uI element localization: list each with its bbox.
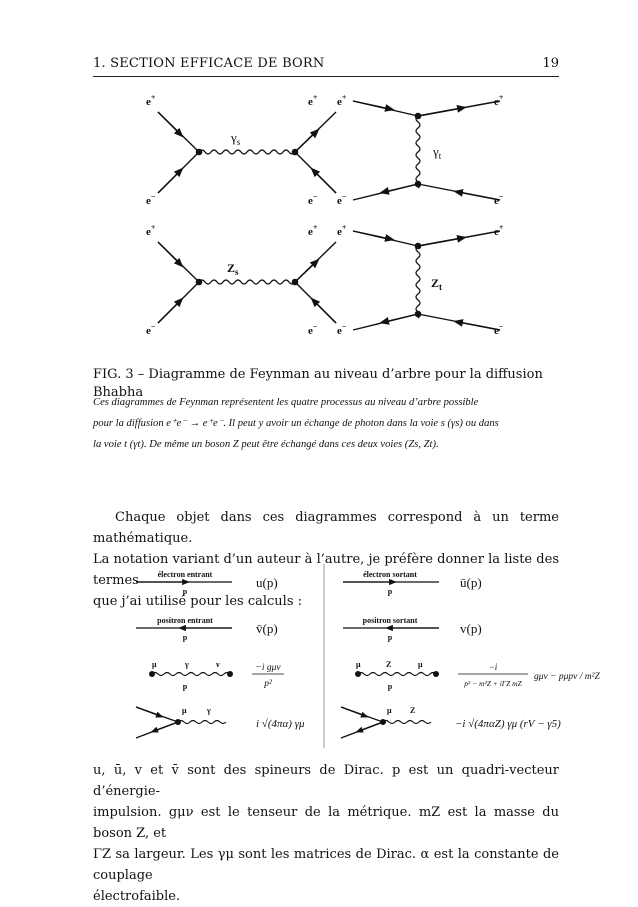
rule-label: positron sortant bbox=[362, 616, 418, 625]
label-e-minus: e− bbox=[308, 192, 318, 207]
z-line bbox=[383, 721, 431, 724]
label-e-plus: e+ bbox=[146, 223, 156, 238]
z-line bbox=[358, 673, 436, 676]
vertex-dot bbox=[149, 671, 155, 677]
paragraph-definitions bbox=[93, 760, 559, 907]
momentum-label: p bbox=[387, 587, 393, 596]
note-line: la voie t (γt). De même un boson Z peut être échangé dans ces deux voies (Zs, Zt). bbox=[93, 439, 439, 450]
section-title: 1. SECTION EFFICACE DE BORN bbox=[93, 56, 325, 71]
figure-note bbox=[93, 392, 563, 455]
propagator-denominator: p² bbox=[264, 679, 272, 689]
label-gamma-s: $\gamma_s$ bbox=[231, 130, 241, 147]
label-e-plus: e+ bbox=[494, 223, 504, 238]
paragraph-line: électrofaible. bbox=[93, 889, 181, 904]
vertex-dot bbox=[433, 671, 439, 677]
paragraph-line: La notation variant d’un auteur à l’autre, je préfère donner la liste des termes bbox=[93, 552, 559, 588]
index-label: μ bbox=[418, 660, 423, 669]
caption-text: Diagramme de Feynman au niveau d’arbre pour la diffusion Bhabha bbox=[93, 367, 543, 400]
fermion-arrow bbox=[384, 184, 418, 192]
fermion-arrow bbox=[418, 238, 462, 246]
propagator-denominator: p² − m²Z + iΓZ mZ bbox=[464, 679, 522, 688]
index-label: μ bbox=[152, 660, 157, 669]
label-e-plus: e+ bbox=[308, 223, 318, 238]
paragraph-line: u, ū, v et v̄ sont des spineurs de Dirac. p est un quadri-vecteur d’énergie- bbox=[93, 763, 559, 799]
fermion-arrow bbox=[158, 242, 180, 264]
feynman-rules-table bbox=[0, 560, 638, 760]
page-number: 19 bbox=[542, 56, 559, 71]
rule-electron-out bbox=[343, 570, 482, 596]
vertex-dot bbox=[415, 243, 422, 250]
fermion-arrow bbox=[359, 722, 383, 731]
vertex-dot bbox=[380, 719, 386, 725]
vertex-dot bbox=[415, 113, 422, 120]
boson-label: γ bbox=[207, 706, 211, 715]
fermion-arrow bbox=[341, 707, 365, 716]
photon-line bbox=[178, 721, 226, 724]
rule-term: v̄(p) bbox=[256, 621, 278, 636]
index-label: μ bbox=[387, 706, 392, 715]
momentum-label: p bbox=[387, 633, 393, 642]
diagram-s-channel-z bbox=[146, 223, 336, 337]
rule-term: ū(p) bbox=[460, 575, 482, 590]
paragraph-line: ΓZ sa largeur. Les γμ sont les matrices de Dirac. α est la constante de couplage bbox=[93, 847, 559, 883]
propagator-bracket: gμν − pμpν / m²Z bbox=[534, 672, 600, 682]
rule-positron-out bbox=[343, 616, 482, 642]
rule-positron-in bbox=[136, 616, 278, 642]
boson-label: γ bbox=[185, 660, 189, 669]
rule-label: positron entrant bbox=[157, 616, 213, 625]
vertex-dot bbox=[227, 671, 233, 677]
rule-photon-propagator bbox=[149, 660, 284, 691]
label-e-minus: e− bbox=[146, 322, 156, 337]
fermion-arrow bbox=[158, 171, 180, 193]
label-e-minus: e− bbox=[337, 192, 347, 207]
propagator-numerator: −i gμν bbox=[255, 663, 281, 673]
label-e-minus: e− bbox=[494, 192, 504, 207]
diagram-t-channel-z bbox=[337, 223, 504, 337]
vertex-dot bbox=[292, 279, 299, 286]
label-z-t: $Z_t$ bbox=[431, 276, 443, 292]
momentum-label: p bbox=[182, 633, 188, 642]
momentum-label: p bbox=[387, 682, 393, 691]
label-e-plus: e+ bbox=[308, 93, 318, 108]
photon-propagator bbox=[416, 116, 420, 188]
photon-propagator bbox=[199, 150, 295, 154]
index-label: ν bbox=[216, 660, 220, 669]
label-e-plus: e+ bbox=[337, 223, 347, 238]
propagator-numerator: −i bbox=[488, 662, 498, 672]
momentum-label: p bbox=[182, 587, 188, 596]
rule-z-vertex bbox=[341, 706, 561, 738]
note-line: pour la diffusion e⁺e⁻ → e⁺e⁻. Il peut y avoir un échange de photon dans la voie s (γs) ou dans bbox=[93, 418, 499, 429]
label-gamma-t: $\gamma_t$ bbox=[433, 144, 442, 161]
z-propagator bbox=[416, 246, 420, 318]
boson-label: Z bbox=[386, 660, 392, 669]
caption-dash: – bbox=[133, 367, 149, 382]
rule-term: u(p) bbox=[256, 575, 278, 590]
fermion-arrow bbox=[158, 301, 180, 323]
label-e-minus: e− bbox=[337, 322, 347, 337]
fermion-arrow bbox=[295, 132, 316, 152]
paragraph-line: que j’ai utilisé pour les calculs : bbox=[93, 594, 302, 609]
vertex-term: −i √(4παZ) γμ (rV − γ5) bbox=[455, 718, 561, 730]
rule-electron-in bbox=[136, 570, 278, 596]
rule-term: v(p) bbox=[460, 621, 482, 636]
note-line: Ces diagrammes de Feynman représentent les quatre processus au niveau d’arbre possible bbox=[93, 397, 479, 408]
fermion-arrow bbox=[353, 231, 390, 239]
rule-photon-vertex bbox=[136, 706, 305, 738]
fermion-arrow bbox=[418, 108, 462, 116]
index-label: μ bbox=[356, 660, 361, 669]
label-z-s: $Z_s$ bbox=[227, 261, 239, 277]
paragraph-line: impulsion. gμν est le tenseur de la métrique. mZ est la masse du boson Z, et bbox=[93, 805, 559, 841]
vertex-dot bbox=[175, 719, 181, 725]
rule-z-propagator bbox=[355, 660, 600, 691]
fermion-arrow bbox=[384, 314, 418, 322]
fermion-arrow bbox=[353, 101, 390, 109]
fermion-arrow bbox=[154, 722, 178, 731]
label-e-plus: e+ bbox=[337, 93, 347, 108]
vertex-dot bbox=[355, 671, 361, 677]
diagram-t-channel-photon bbox=[337, 93, 504, 207]
label-e-minus: e− bbox=[146, 192, 156, 207]
paragraph-line: Chaque objet dans ces diagrammes correspond à un terme mathématique. bbox=[93, 510, 559, 546]
index-label: μ bbox=[182, 706, 187, 715]
vertex-dot bbox=[415, 311, 422, 318]
fermion-arrow bbox=[158, 112, 180, 134]
momentum-label: p bbox=[182, 682, 188, 691]
diagram-s-channel-photon bbox=[146, 93, 336, 207]
vertex-dot bbox=[196, 279, 203, 286]
vertex-dot bbox=[415, 181, 422, 188]
label-e-plus: e+ bbox=[494, 93, 504, 108]
boson-label: Z bbox=[410, 706, 416, 715]
fermion-arrow bbox=[314, 301, 336, 323]
fermion-arrow bbox=[295, 262, 316, 282]
label-e-plus: e+ bbox=[146, 93, 156, 108]
vertex-dot bbox=[196, 149, 203, 156]
fermion-arrow bbox=[136, 707, 160, 716]
vertex-dot bbox=[292, 149, 299, 156]
z-propagator bbox=[199, 280, 295, 284]
label-e-minus: e− bbox=[308, 322, 318, 337]
figure-label: FIG. 3 bbox=[93, 367, 134, 382]
rule-label: électron sortant bbox=[363, 570, 417, 579]
photon-line bbox=[152, 673, 230, 676]
vertex-term: i √(4πα) γμ bbox=[256, 718, 305, 730]
label-e-minus: e− bbox=[494, 322, 504, 337]
fermion-arrow bbox=[314, 171, 336, 193]
rule-label: électron entrant bbox=[157, 570, 213, 579]
feynman-diagrams-figure bbox=[0, 0, 638, 360]
